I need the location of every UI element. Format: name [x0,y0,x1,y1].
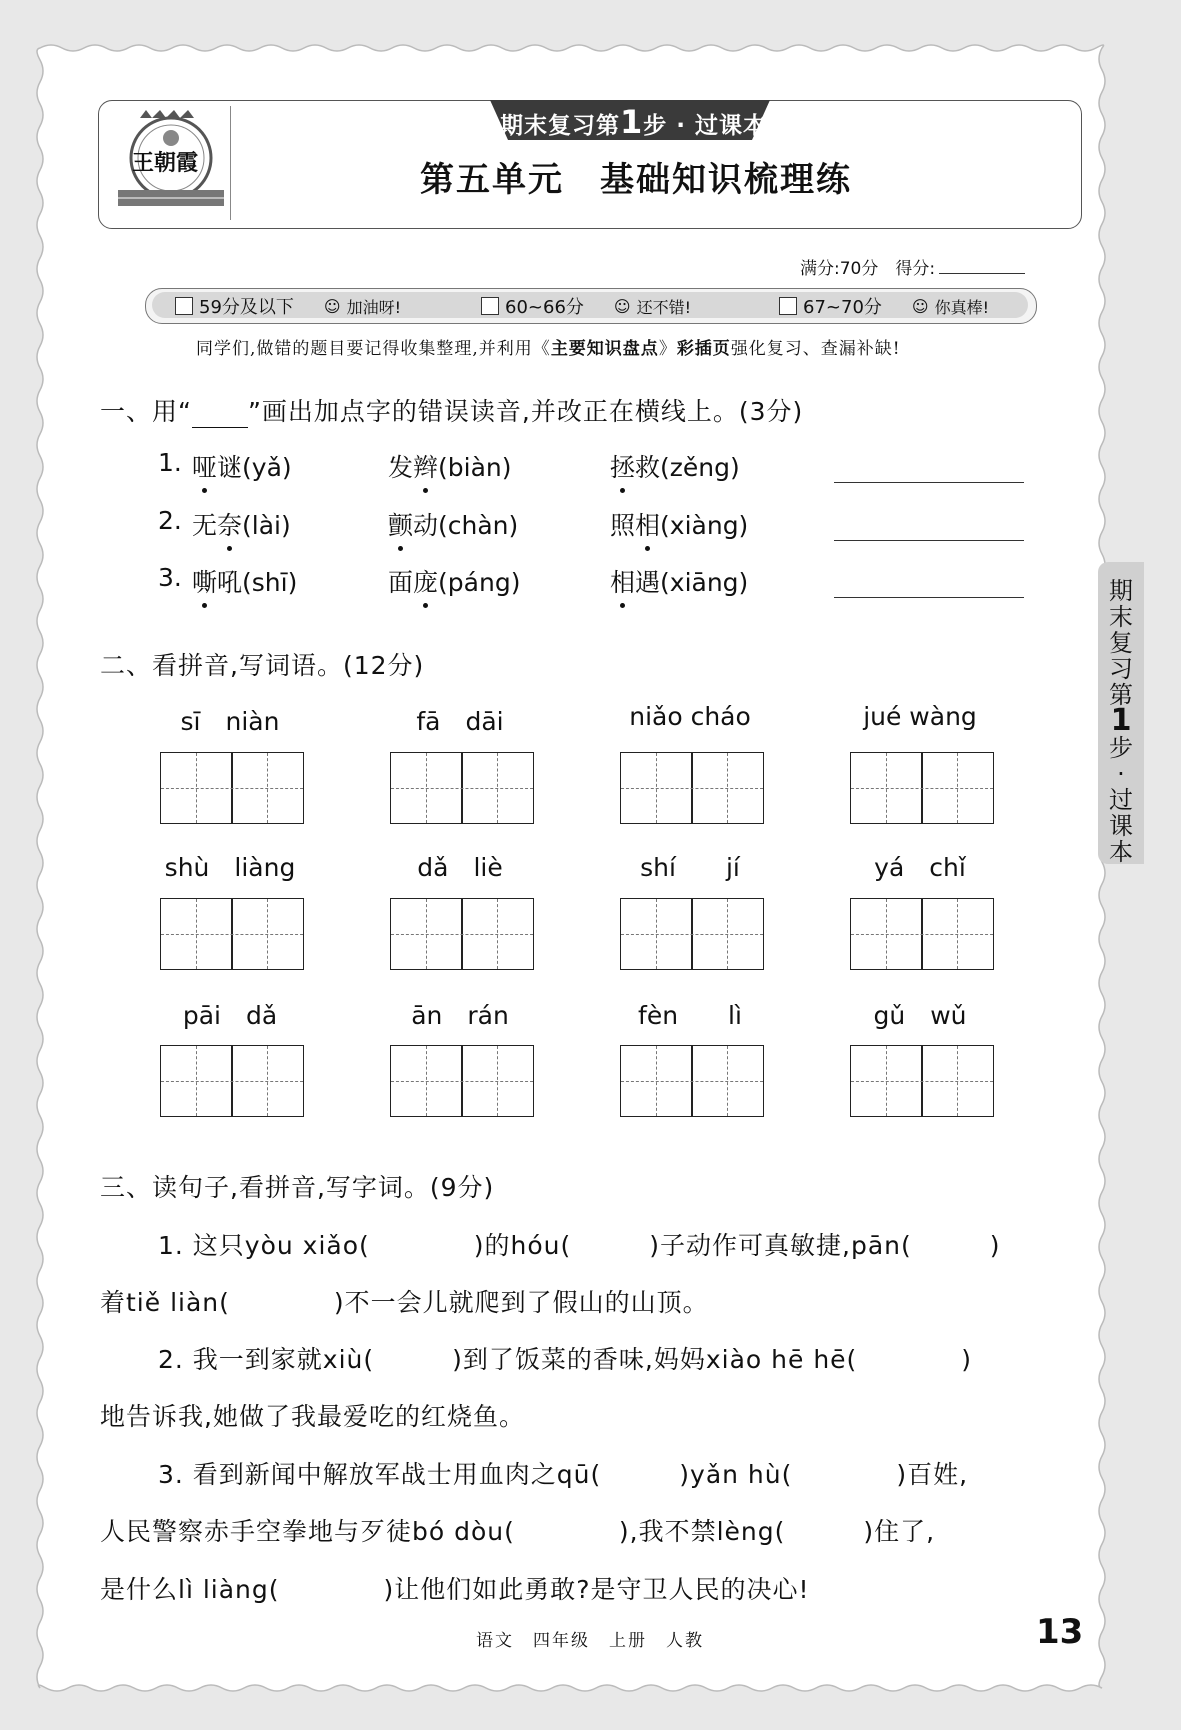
word-part: 照 [610,511,636,540]
pinyin-label: jué wàng [863,702,977,731]
dotted-char: 庞 [413,563,438,599]
sentence-line: 1. 这只yòu xiǎo( )的hóu( )子动作可真敏捷,pān( ) [158,1231,1001,1260]
side-tab-label [1106,578,1136,865]
face-icon: ☺ [911,296,929,316]
sentence-line: 地告诉我,她做了我最爱吃的红烧鱼。 [100,1402,525,1431]
grid-guide [497,753,498,823]
dotted-char: 相 [635,506,660,542]
writing-grid[interactable] [850,1045,994,1117]
dotted-char: 拯 [610,448,635,484]
rating-comment: 加油呀! [346,297,402,317]
grid-guide [621,788,763,789]
section2-title: 二、看拼音,写词语。(12分) [100,651,425,680]
title-part: ”画出加点字的错误读音,并改正在横线上。(3分) [247,397,804,426]
grid-guide [957,753,958,823]
answer-line-2[interactable] [834,540,1024,541]
underline-sample [192,405,248,428]
grid-guide [426,899,427,969]
grid-guide [851,1081,993,1082]
grid-guide [851,934,993,935]
rating-item-1 [175,293,401,319]
rating-comment: 你真棒! [934,297,989,317]
pinyin-label: sī niàn [180,707,280,736]
q1-word [192,563,297,599]
word-part: 发 [388,453,414,482]
word-part: (lài) [242,511,291,540]
dotted-char: 辫 [413,448,438,484]
word-part: 遇(xiāng) [635,568,749,597]
sentence-line: 着tiě liàn( )不一会儿就爬到了假山的山顶。 [100,1288,709,1317]
notice-text: 》 [658,339,677,359]
title-part: 一、用“ [100,397,192,426]
grid-guide [886,899,887,969]
section3-title: 三、读句子,看拼音,写字词。(9分) [100,1173,495,1202]
rating-range: 60~66分 [505,297,584,318]
face-icon: ☺ [613,296,631,316]
notice-bold: 主要知识盘点 [550,339,659,359]
q1-word [192,506,291,542]
grid-guide [161,934,303,935]
q1-item-number: 2. [158,506,182,535]
word-part: 面 [388,568,414,597]
grid-guide [957,1046,958,1116]
side-tab-number: 1 [1110,703,1132,738]
step-suffix: 步 · 过课本 [643,113,768,139]
writing-grid[interactable] [390,752,534,824]
page-number: 13 [1036,1612,1084,1652]
sentence-line: 人民警察赤手空拳地与歹徒bó dòu( ),我不禁lèng( )住了, [100,1517,936,1546]
grid-guide [196,1046,197,1116]
logo-text: 王朝霞 [132,150,199,176]
got-score-label: 得分: [895,259,936,279]
grid-guide [656,1046,657,1116]
grid-guide [851,788,993,789]
writing-grid[interactable] [850,752,994,824]
dotted-char: 奈 [217,506,242,542]
q1-word [610,563,748,599]
grid-guide [161,1081,303,1082]
score-line [800,254,1025,279]
step-label [500,103,767,141]
writing-grid[interactable] [620,752,764,824]
rating-item-3 [779,293,989,319]
notice-text: 同学们,做错的题目要记得收集整理,并利用《 [196,339,551,359]
footer-text: 语文 四年级 上册 人教 [476,1631,704,1651]
grid-guide [267,1046,268,1116]
answer-line-1[interactable] [834,482,1024,483]
face-icon: ☺ [323,296,341,316]
pinyin-label: fèn lì [638,1001,742,1030]
rating-checkbox-3[interactable] [779,297,797,315]
grid-guide [426,1046,427,1116]
writing-grid[interactable] [390,898,534,970]
grid-guide [656,753,657,823]
rating-range: 67~70分 [803,297,882,318]
word-part: 吼(shī) [217,568,298,597]
sentence-line: 3. 看到新闻中解放军战士用血肉之qū( )yǎn hù( )百姓, [158,1460,969,1489]
q1-word [388,563,520,599]
q1-word [610,506,748,542]
q1-word [610,448,740,484]
grid-guide [391,788,533,789]
grid-guide [196,899,197,969]
notice-bold: 彩插页 [676,339,731,359]
grid-guide [656,899,657,969]
q1-item-number: 1. [158,448,182,477]
grid-guide [957,899,958,969]
logo-divider [230,106,231,220]
answer-line-3[interactable] [834,597,1024,598]
writing-grid[interactable] [390,1045,534,1117]
notice [196,334,901,359]
writing-grid[interactable] [850,898,994,970]
rating-comment: 还不错! [636,297,691,317]
q1-word [388,506,518,542]
grid-guide [621,1081,763,1082]
grid-guide [621,934,763,935]
word-part: 谜(yǎ) [217,453,292,482]
pinyin-label: yá chǐ [874,853,966,882]
grid-guide [391,1081,533,1082]
rating-range: 59分及以下 [199,297,294,318]
pinyin-label: gǔ wǔ [873,1001,967,1030]
grid-guide [727,753,728,823]
side-tab-suffix: 步·过课本 [1109,734,1133,866]
rating-checkbox-1[interactable] [175,297,193,315]
word-part: (xiàng) [660,511,749,540]
pinyin-label: pāi dǎ [182,1001,278,1030]
grid-guide [497,899,498,969]
grid-guide [426,753,427,823]
pinyin-label: niǎo cháo [629,702,751,731]
section1-title [100,392,803,428]
q1-item-number: 3. [158,563,182,592]
pinyin-label: shí jí [640,853,740,882]
writing-grid[interactable] [620,898,764,970]
grid-guide [886,1046,887,1116]
word-part: 救(zěng) [635,453,740,482]
word-part: 无 [192,511,218,540]
unit-title: 第五单元 基础知识梳理练 [420,160,852,200]
step-number: 1 [620,103,644,141]
dotted-char: 相 [610,563,635,599]
full-score: 满分:70分 [800,259,879,279]
logo [110,106,232,220]
sentence-line: 2. 我一到家就xiù( )到了饭菜的香味,妈妈xiào hē hē( ) [158,1345,973,1374]
q1-word [388,448,512,484]
rating-checkbox-2[interactable] [481,297,499,315]
writing-grid[interactable] [160,752,304,824]
notice-text: 强化复习、查漏补缺! [730,339,901,359]
grid-guide [196,753,197,823]
pinyin-label: ān rán [411,1001,509,1030]
grid-guide [267,899,268,969]
grid-guide [391,934,533,935]
pinyin-label: shù liàng [164,853,296,882]
grid-guide [497,1046,498,1116]
dotted-char: 嘶 [192,563,217,599]
writing-grid[interactable] [620,1045,764,1117]
side-tab-prefix: 期末复习第 [1109,577,1133,709]
word-part: (páng) [438,568,521,597]
pinyin-label: fā dāi [416,707,504,736]
dotted-char: 哑 [192,448,217,484]
pinyin-label: dǎ liè [417,853,503,882]
sentence-line: 是什么lì liàng( )让他们如此勇敢?是守卫人民的决心! [100,1575,810,1604]
writing-grid[interactable] [160,1045,304,1117]
rating-item-2 [481,293,691,319]
grid-guide [727,1046,728,1116]
grid-guide [886,753,887,823]
q1-word [192,448,292,484]
dotted-char: 颤 [388,506,413,542]
word-part: (biàn) [438,453,512,482]
step-prefix: 期末复习第 [500,113,620,139]
grid-guide [727,899,728,969]
grid-guide [267,753,268,823]
grid-guide [161,788,303,789]
writing-grid[interactable] [160,898,304,970]
got-score-field[interactable] [939,273,1025,274]
word-part: 动(chàn) [413,511,519,540]
